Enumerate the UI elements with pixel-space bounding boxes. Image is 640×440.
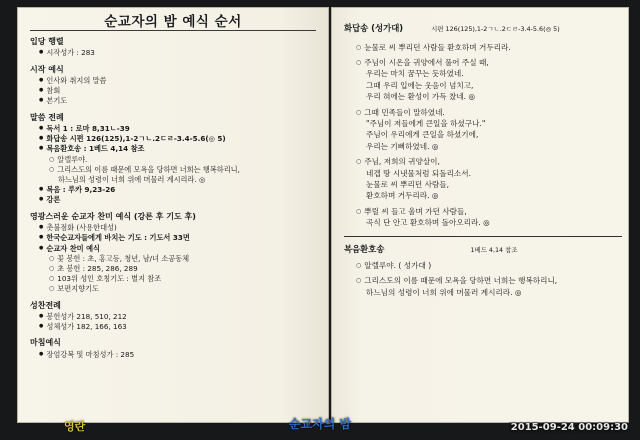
section-line: ○ 그리스도의 이름 때문에 모욕을 당하면 너희는 행복하리니, — [49, 165, 322, 175]
section-heading: 성찬전례 — [30, 300, 61, 310]
section-line: ● 참회 — [39, 86, 322, 96]
gospel-acclamation-heading: 복음환호송 — [344, 244, 385, 255]
watermark-left: 영란 — [64, 420, 86, 433]
responsorial-verse-line: 눈물로 씨 뿌리던 사람들, — [366, 179, 450, 189]
section-heading: 말씀 전례 — [30, 112, 64, 122]
section-line: ● 한국순교자들에게 바치는 기도 : 기도서 33면 — [39, 233, 322, 243]
section-line: ● 인사와 취지의 말씀 — [39, 76, 322, 86]
section-heading: 시작 예식 — [30, 64, 64, 74]
title-divider — [30, 30, 316, 31]
responsorial-verse-line: ○ 그때 민족들이 말하였네. — [356, 107, 622, 118]
responsorial-verse-line: 네겝 땅 시냇물처럼 되돌리소서. — [366, 168, 472, 178]
responsorial-verse-line: 그때 우리 입에는 웃음이 넘치고, — [366, 80, 474, 90]
section-line: 하느님의 성령이 너희 위에 머물러 계시리라. ◎ — [58, 175, 206, 185]
right-column — [344, 22, 622, 298]
responsorial-reference: 시편 126(125),1-2ㄱㄴ.2ㄷㄹ-3.4-5.6(◎ 5) — [431, 25, 560, 33]
responsorial-verse-line: 주님이 우리에게 큰일을 하셨기에, — [366, 130, 479, 140]
section-line: ○ 알렐루야. — [49, 155, 322, 165]
watermark-timestamp: 2015-09-24 00:09:30 — [510, 422, 628, 433]
responsorial-verse-line: 환호하며 거두리라. ◎ — [366, 191, 439, 201]
page-title: 순교자의 밤 예식 순서 — [104, 14, 242, 30]
responsorial-verse-line: 우리 혀에는 환성이 가득 찼네. ◎ — [366, 92, 476, 102]
section-line: ● 촛불점화 (사용한대성) — [39, 223, 322, 233]
gospel-acclamation-line: ○ 알렐루야. ( 성가대 ) — [356, 260, 622, 271]
section-line: ● 화답송 시편 126(125),1-2ㄱㄴ.2ㄷㄹ-3.4-5.6(◎ 5) — [39, 134, 322, 144]
gospel-acclamation-line: ○ 그리스도의 이름 때문에 모욕을 당하면 너희는 행복하리니, — [356, 275, 622, 286]
responsorial-verse-line: 우리는 마치 꿈꾸는 듯하였네. — [366, 69, 464, 79]
section-divider — [344, 236, 622, 237]
section-line: ● 시작성가 : 283 — [39, 48, 322, 58]
left-column — [30, 36, 322, 360]
section-heading: 마침예식 — [30, 338, 61, 348]
responsorial-verse-line: ○ 뿌릴 씨 들고 울며 가던 사람들, — [356, 206, 622, 217]
responsorial-verse-line: ○ 주님이 시온을 귀양에서 풀어 주실 때, — [356, 57, 622, 68]
section-line: ● 복음 : 루카 9,23-26 — [39, 185, 322, 195]
responsorial-heading: 화답송 (성가대) — [344, 23, 404, 33]
section-heading: 영광스러운 순교자 찬미 예식 (강론 후 기도 후) — [30, 211, 196, 221]
section-line: ○ 103위 성인 호칭기도 : 별지 참조 — [49, 274, 322, 284]
section-line: ● 성체성가 182, 166, 163 — [39, 322, 322, 332]
responsorial-verse-line: ○ 눈물로 씨 뿌리던 사람들 환호하며 거두리라. — [356, 42, 622, 53]
responsorial-verse-line: "주님이 저들에게 큰일을 하셨구나." — [366, 118, 486, 128]
watermark-center: 순교자의 밤 — [288, 417, 352, 431]
section-line: ● 본기도 — [39, 96, 322, 106]
section-line: ○ 꽃 봉헌 : 초, 홍고등, 청년, 남/녀 소공동체 — [49, 254, 322, 264]
responsorial-verse-line: 곡식 단 안고 환호하며 돌아오리라. ◎ — [366, 218, 490, 228]
gospel-acclamation-reference: 1베드 4,14 참조 — [470, 246, 518, 255]
responsorial-verse-line: ○ 주님, 저희의 귀양살이, — [356, 156, 622, 167]
section-line: ● 장엄강복 및 마침성가 : 285 — [39, 350, 322, 360]
section-heading: 입당 행렬 — [30, 37, 64, 46]
responsorial-verse-line: 우리는 기뻐하였네. ◎ — [366, 141, 439, 151]
section-line: ● 봉헌성가 218, 510, 212 — [39, 312, 322, 322]
section-line: ● 순교자 찬미 예식 — [39, 244, 322, 254]
section-line: ● 강론 — [39, 195, 322, 205]
section-line: ○ 초 봉헌 : 285, 286, 289 — [49, 264, 322, 274]
gospel-acclamation-line: 하느님의 성령이 너희 위에 머물러 계시리라. ◎ — [366, 287, 522, 297]
section-line: ○ 보편지향기도 — [49, 284, 322, 294]
section-line: ● 독서 1 : 로마 8,31ㄴ-39 — [39, 124, 322, 134]
section-line: ● 복음환호송 : 1베드 4,14 참조 — [39, 144, 322, 154]
